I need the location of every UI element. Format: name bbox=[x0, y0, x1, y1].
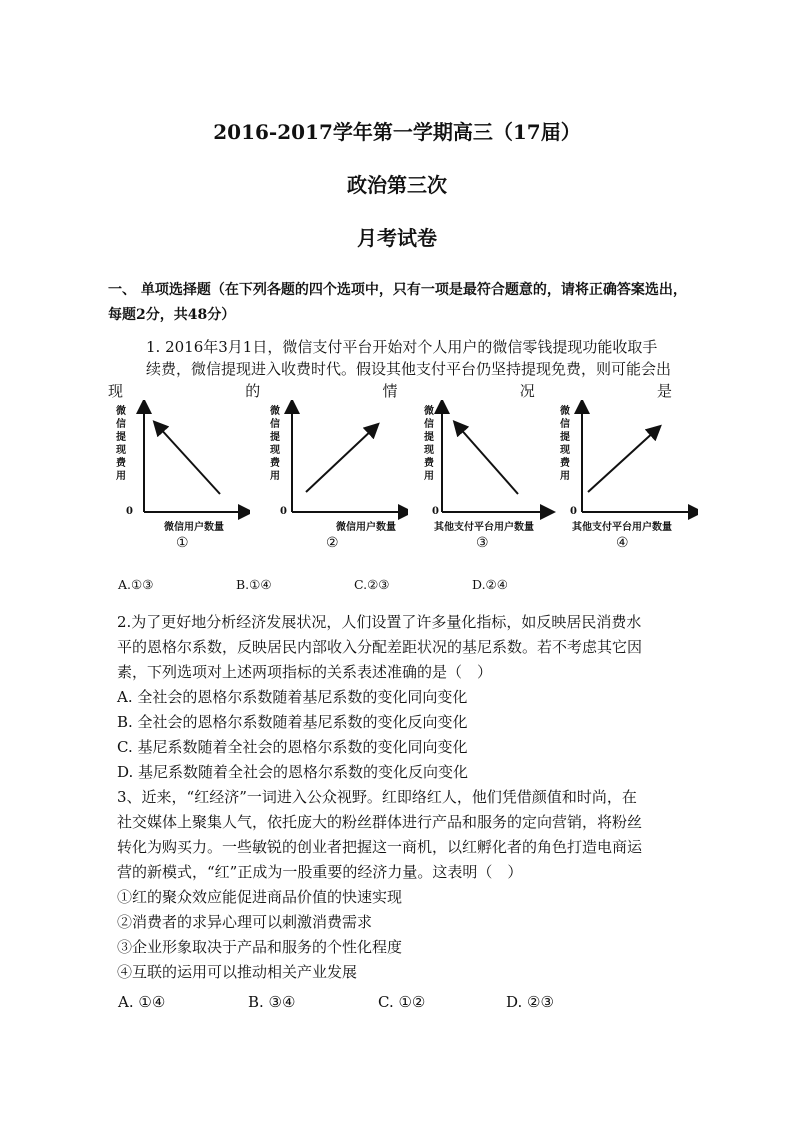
q3-option-c[interactable]: C. ①② bbox=[378, 993, 426, 1011]
graph-3 bbox=[418, 400, 558, 560]
graph-3-zero: 0 bbox=[432, 506, 439, 517]
q3-statement-4: ④互联的运用可以推动相关产业发展 bbox=[117, 963, 358, 981]
graph-4-xlabel: 其他支付平台用户数量 bbox=[572, 522, 672, 533]
q2-option-d[interactable]: D. 基尼系数随着全社会的恩格尔系数的变化反向变化 bbox=[117, 763, 469, 781]
q2-text-line3: 素，下列选项对上述两项指标的关系表述准确的是（ ） bbox=[117, 663, 493, 681]
q1-option-b[interactable]: B.①④ bbox=[236, 577, 272, 592]
graph-1 bbox=[110, 400, 250, 560]
q1-text-line3: 现 的 情 况 是 bbox=[108, 382, 672, 400]
q1-graphs bbox=[110, 400, 700, 560]
q3-statement-2: ②消费者的求异心理可以刺激消费需求 bbox=[117, 913, 373, 931]
graph-4-zero: 0 bbox=[570, 506, 577, 517]
q1-option-c[interactable]: C.②③ bbox=[354, 577, 390, 592]
q2-option-a[interactable]: A. 全社会的恩格尔系数随着基尼系数的变化同向变化 bbox=[117, 688, 468, 706]
graph-1-xlabel: 微信用户数量 bbox=[164, 522, 224, 533]
exam-title-line3: 月考试卷 bbox=[357, 226, 437, 250]
q3-text-line3: 转化为购买力。一些敏锐的创业者把握这一商机，以红孵化者的角色打造电商运 bbox=[117, 838, 643, 856]
graph-4-number: ④ bbox=[616, 535, 629, 551]
graph-4-plot bbox=[558, 400, 698, 530]
q2-text-line2: 平的恩格尔系数，反映居民内部收入分配差距状况的基尼系数。若不考虑其它因 bbox=[117, 638, 643, 656]
graph-2-plot bbox=[268, 400, 408, 530]
graph-3-xlabel: 其他支付平台用户数量 bbox=[434, 522, 534, 533]
q3-option-b[interactable]: B. ③④ bbox=[248, 993, 296, 1011]
q3-option-d[interactable]: D. ②③ bbox=[506, 993, 554, 1011]
graph-3-ylabel: 微信提现费用 bbox=[424, 406, 434, 482]
q3-option-a[interactable]: A. ①④ bbox=[118, 993, 166, 1011]
graph-1-zero: 0 bbox=[126, 506, 133, 517]
graph-4 bbox=[558, 400, 698, 560]
graph-1-ylabel: 微信提现费用 bbox=[116, 406, 126, 482]
graph-2-xlabel: 微信用户数量 bbox=[336, 522, 396, 533]
exam-title-line2: 政治第三次 bbox=[347, 173, 447, 197]
graph-3-number: ③ bbox=[476, 535, 489, 551]
q2-option-c[interactable]: C. 基尼系数随着全社会的恩格尔系数的变化同向变化 bbox=[117, 738, 468, 756]
graph-3-plot bbox=[418, 400, 558, 530]
q1-option-d[interactable]: D.②④ bbox=[472, 577, 508, 592]
q3-statement-1: ①红的聚众效应能促进商品价值的快速实现 bbox=[117, 888, 403, 906]
section-heading: 一、 单项选择题（在下列各题的四个选项中，只有一项是最符合题意的，请将正确答案选出，每题2分，共48分） bbox=[108, 282, 687, 323]
q3-statement-3: ③企业形象取决于产品和服务的个性化程度 bbox=[117, 938, 403, 956]
exam-title-line1: 2016-2017学年第一学期高三（17届） bbox=[213, 120, 581, 144]
q1-option-a[interactable]: A.①③ bbox=[118, 577, 154, 592]
graph-2-ylabel: 微信提现费用 bbox=[270, 406, 280, 482]
q2-option-b[interactable]: B. 全社会的恩格尔系数随着基尼系数的变化反向变化 bbox=[117, 713, 468, 731]
q3-text-line1: 3、近来，“红经济”一词进入公众视野。红即络红人，他们凭借颜值和时尚，在 bbox=[117, 788, 637, 806]
q1-text-line2: 续费，微信提现进入收费时代。假设其他支付平台仍坚持提现免费，则可能会出 bbox=[146, 360, 672, 378]
graph-4-ylabel: 微信提现费用 bbox=[560, 406, 570, 482]
q1-text-line1: 1. 2016年3月1日，微信支付平台开始对个人用户的微信零钱提现功能收取手 bbox=[146, 338, 658, 356]
q3-text-line2: 社交媒体上聚集人气，依托庞大的粉丝群体进行产品和服务的定向营销，将粉丝 bbox=[117, 813, 643, 831]
q2-text-line1: 2.为了更好地分析经济发展状况，人们设置了许多量化指标，如反映居民消费水 bbox=[117, 613, 642, 631]
graph-1-number: ① bbox=[176, 535, 189, 551]
graph-2-number: ② bbox=[326, 535, 339, 551]
q3-text-line4: 营的新模式，“红”正成为一股重要的经济力量。这表明（ ） bbox=[117, 863, 523, 881]
graph-2 bbox=[268, 400, 408, 560]
graph-2-zero: 0 bbox=[280, 506, 287, 517]
